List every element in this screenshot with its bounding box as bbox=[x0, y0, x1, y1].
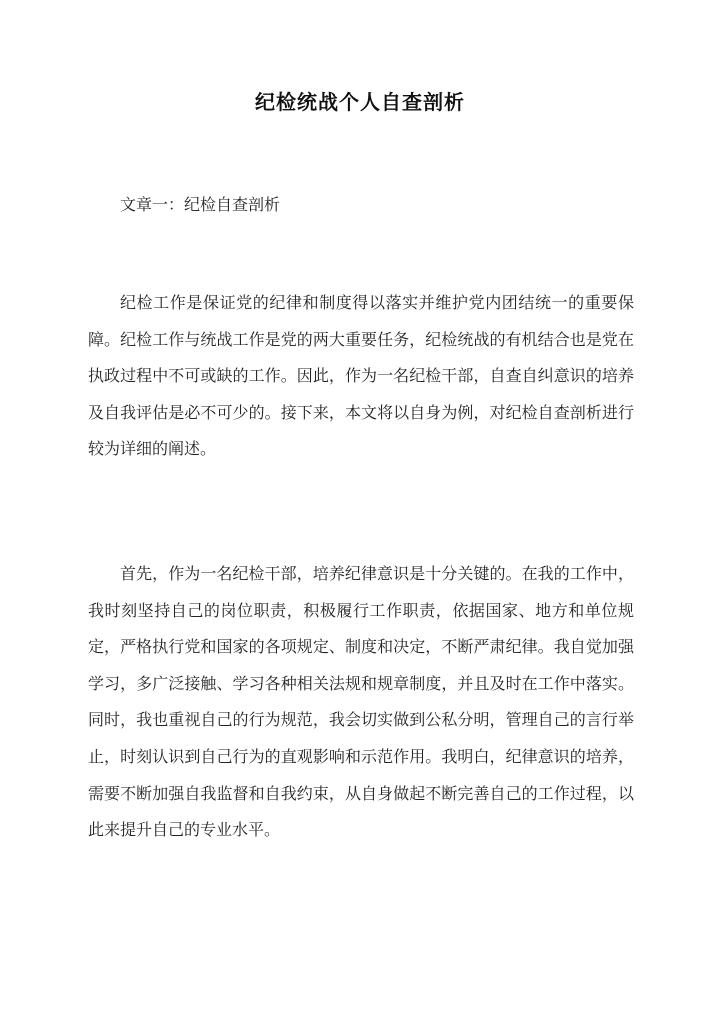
paragraph-2: 首先，作为一名纪检干部，培养纪律意识是十分关键的。在我的工作中，我时刻坚持自己的岗位职责，积极履行工作职责，依据国家、地方和单位规定，严格执行党和国家的各项规定、制度和决定，不断严肃纪律。我自觉加强学习，多广泛接触、学习各种相关法规和规章制度，并且及时在工作中落实。同时，我也重视自己的行为规范，我会切实做到公私分明，管理自己的言行举止，时刻认识到自己行为的直观影响和示范作用。我明白，纪律意识的培养，需要不断加强自我监督和自我约束，从自身做起不断完善自己的工作过程，以此来提升自己的专业水平。 bbox=[88, 564, 634, 840]
article-subtitle: 文章一：纪检自查剖析 bbox=[120, 195, 281, 214]
document-title: 纪检统战个人自查剖析 bbox=[255, 90, 465, 114]
paragraph-1: 纪检工作是保证党的纪律和制度得以落实并维护党内团结统一的重要保障。纪检工作与统战工作是党的两大重要任务，纪检统战的有机结合也是党在执政过程中不可或缺的工作。因此，作为一名纪检干部，自查自纠意识的培养及自我评估是必不可少的。接下来，本文将以自身为例，对纪检自查剖析进行较为详细的阐述。 bbox=[88, 293, 634, 459]
